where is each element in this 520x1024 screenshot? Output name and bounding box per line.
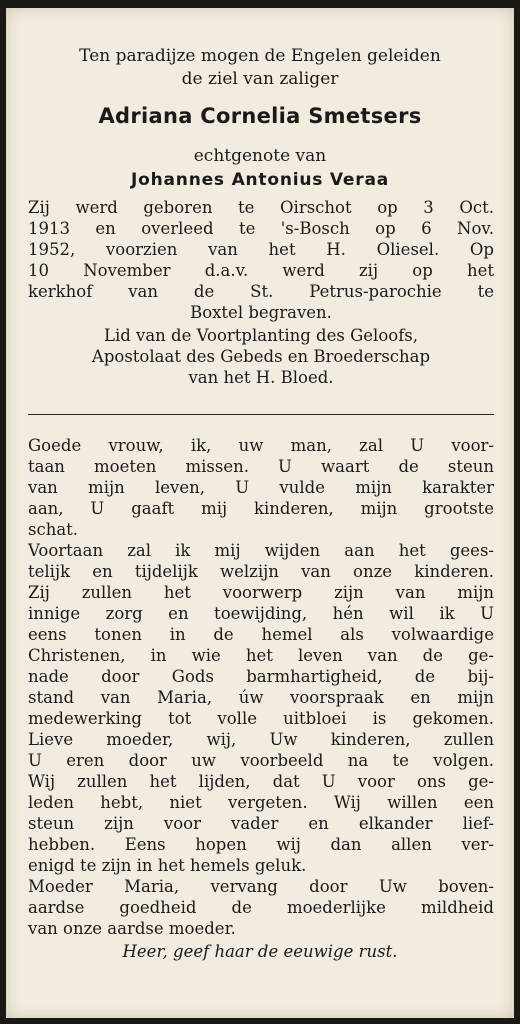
divider-line xyxy=(28,414,494,415)
membership-line: Apostolaat des Gebeds en Broederschap xyxy=(91,347,431,366)
text-line: van mijn leven, U vulde mijn karakter xyxy=(28,478,494,497)
text-line: Voortaan zal ik mij wijden aan het gees- xyxy=(28,541,494,560)
text-line: Wij zullen het lijden, dat U voor ons ge- xyxy=(28,772,494,791)
text-line: Christenen, in wie het leven van de ge- xyxy=(28,646,494,665)
bio-line: 1952, voorzien van het H. Oliesel. Op xyxy=(28,240,494,259)
text-line: aan, U gaaft mij kinderen, mijn grootste xyxy=(28,499,494,518)
bio-line: 1913 en overleed te 's-Bosch op 6 Nov. xyxy=(28,219,494,238)
bio-line: Zij werd geboren te Oirschot op 3 Oct. xyxy=(28,198,494,217)
text-line: Goede vrouw, ik, uw man, zal U voor- xyxy=(28,436,494,455)
header-line-2: de ziel van zaliger xyxy=(181,69,339,89)
text-line: medewerking tot volle uitbloei is gekomen. xyxy=(28,709,494,728)
spouse-intro: echtgenote van xyxy=(193,146,327,166)
text-line: Moeder Maria, vervang door Uw boven- xyxy=(28,877,494,896)
spouse-name: Johannes Antonius Veraa xyxy=(131,170,389,190)
membership-line: van het H. Bloed. xyxy=(188,368,334,387)
text-line: enigd te zijn in het hemels geluk. xyxy=(28,856,307,875)
text-line: van onze aardse moeder. xyxy=(28,919,236,938)
bio-line: Boxtel begraven. xyxy=(190,303,332,322)
bio-line: 10 November d.a.v. werd zij op het xyxy=(28,261,494,280)
text-line: eens tonen in de hemel als volwaardige xyxy=(28,625,494,644)
text-line: Zij zullen het voorwerp zijn van mijn xyxy=(28,583,494,602)
memorial-card xyxy=(6,8,514,1018)
header-line-1: Ten paradijze mogen de Engelen geleiden xyxy=(79,46,441,66)
text-line: U eren door uw voorbeeld na te volgen. xyxy=(28,751,494,770)
text-line: telijk en tijdelijk welzijn van onze kinderen. xyxy=(28,562,494,581)
text-line: steun zijn voor vader en elkander lief- xyxy=(28,814,494,833)
text-line: Lieve moeder, wij, Uw kinderen, zullen xyxy=(28,730,494,749)
closing-prayer: Heer, geef haar de eeuwige rust. xyxy=(122,942,398,961)
text-line: taan moeten missen. U waart de steun xyxy=(28,457,494,476)
text-line: schat. xyxy=(28,520,79,539)
deceased-name: Adriana Cornelia Smetsers xyxy=(98,104,422,128)
bio-line: kerkhof van de St. Petrus-parochie te xyxy=(28,282,494,301)
text-line: innige zorg en toewijding, hén wil ik U xyxy=(28,604,494,623)
text-line: aardse goedheid de moederlijke mildheid xyxy=(28,898,494,917)
text-line: leden hebt, niet vergeten. Wij willen een xyxy=(28,793,494,812)
text-line: nade door Gods barmhartigheid, de bij- xyxy=(28,667,494,686)
text-line: stand van Maria, úw voorspraak en mijn xyxy=(28,688,494,707)
text-line: hebben. Eens hopen wij dan allen ver- xyxy=(28,835,494,854)
membership-line: Lid van de Voortplanting des Geloofs, xyxy=(103,326,419,345)
